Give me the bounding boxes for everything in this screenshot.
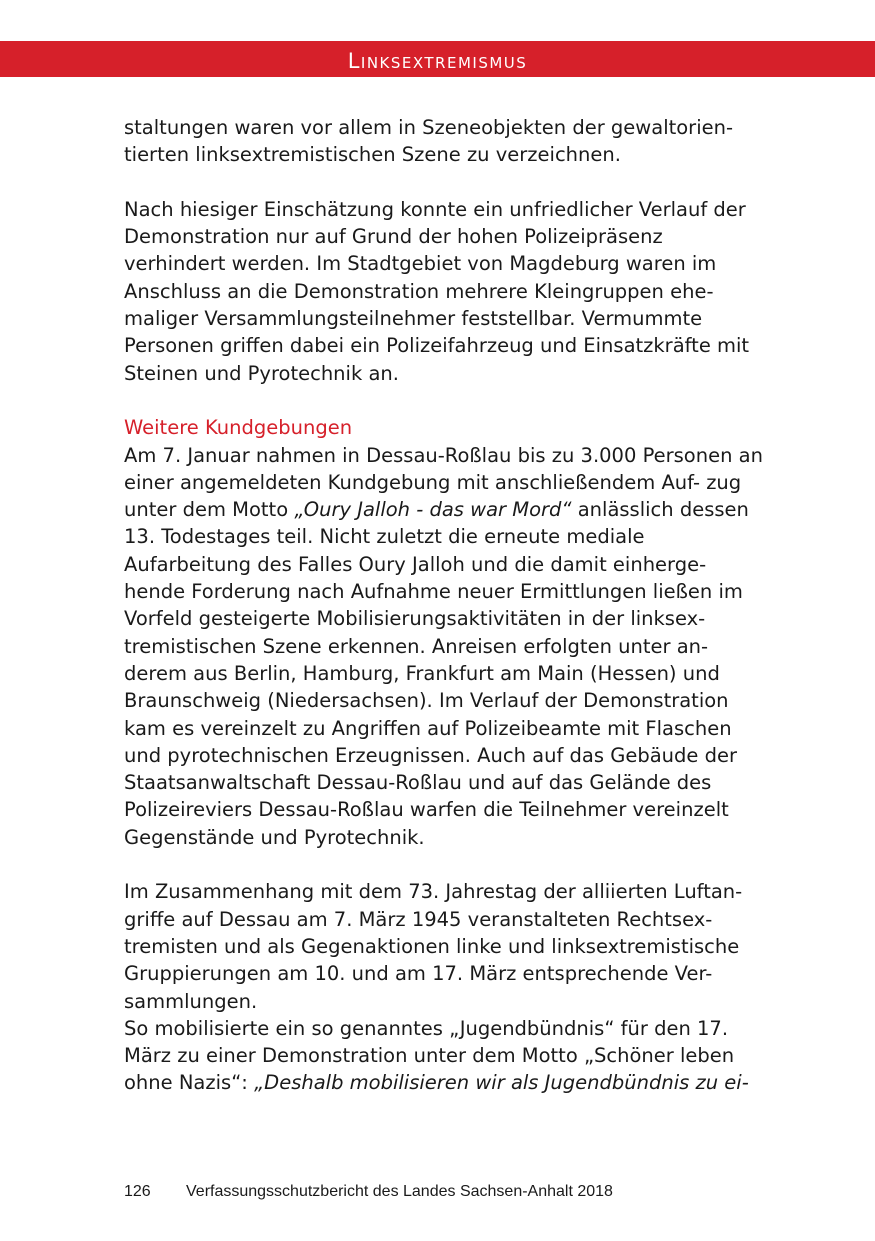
body-text xyxy=(124,114,764,1097)
page-footer xyxy=(124,1183,613,1201)
paragraph: staltungen waren vor allem in Szeneobjekten der gewaltorien- tierten linksextremistischen Szene zu verzeichnen. xyxy=(124,116,734,167)
page-number: 126 xyxy=(124,1183,151,1200)
paragraph-text: Am 7. Januar nahmen in Dessau-Roßlau bis zu 3.000 Personen an einer angemeldeten Kundgebung mit anschließendem Auf- zug unter dem Motto xyxy=(124,443,763,522)
paragraph: Nach hiesiger Einschätzung konnte ein unfriedlicher Verlauf der Demonstration nur auf Grund der hohen Polizeipräsenz verhindert werden. Im Stadtgebiet von Magdeburg waren im Anschluss an die Demonstration mehrere Kleingruppen ehe- maliger Versammlungsteilnehmer feststellbar. Vermummte Personen griffen dabei ein Polizeifahrzeug und Einsatzkräfte mit Steinen und Pyrotechnik an. xyxy=(124,197,750,385)
publication-title: Verfassungsschutzbericht des Landes Sachsen-Anhalt 2018 xyxy=(186,1183,613,1200)
subheading: Weitere Kundgebungen xyxy=(124,416,353,440)
paragraph xyxy=(124,1015,764,1097)
paragraph: Im Zusammenhang mit dem 73. Jahrestag der alliierten Luftan- griffe auf Dessau am 7. März 1945 veranstalteten Rechtsex- tremisten und als Gegenaktionen linke und linksextremistische Gruppierungen am 10. und am 17. März entsprechende Ver- sammlungen. xyxy=(124,880,743,1013)
section-header-bar xyxy=(0,41,875,77)
paragraph-text: anlässlich dessen 13. Todestages teil. Nicht zuletzt die erneute mediale Aufarbeitung des Falles Oury Jalloh und die damit einherge- hende Forderung nach Aufnahme neuer Ermittlungen ließen im Vorfeld gesteigerte Mobilisierungsaktivitäten in der linksex- tremistischen Szene erkennen. Anreisen erfolgten unter an- derem aus Berlin, Hamburg, Frankfurt am Main (Hessen) und Braunschweig (Niedersachsen). Im Verlauf der Demonstration kam es vereinzelt zu Angriffen auf Polizeibeamte mit Flaschen und pyrotechnischen Erzeugnissen. Auch auf das Gebäude der Staatsanwaltschaft Dessau-Roßlau und auf das Gelände des Polizeireviers Dessau-Roßlau warfen die Teilnehmer vereinzelt Gegenstände und Pyrotechnik. xyxy=(124,498,749,849)
section-title: Linksextremismus xyxy=(347,49,528,73)
paragraph xyxy=(124,442,764,851)
paragraph-text: So mobilisierte ein so genanntes „Jugendbündnis“ für den 17. März zu einer Demonstration unter dem Motto „Schöner leben ohne Nazis“: xyxy=(124,1016,735,1095)
quote: „Deshalb mobilisieren wir als Jugendbündnis zu ei- xyxy=(254,1071,749,1095)
motto-quote: „Oury Jalloh - das war Mord“ xyxy=(294,498,572,522)
